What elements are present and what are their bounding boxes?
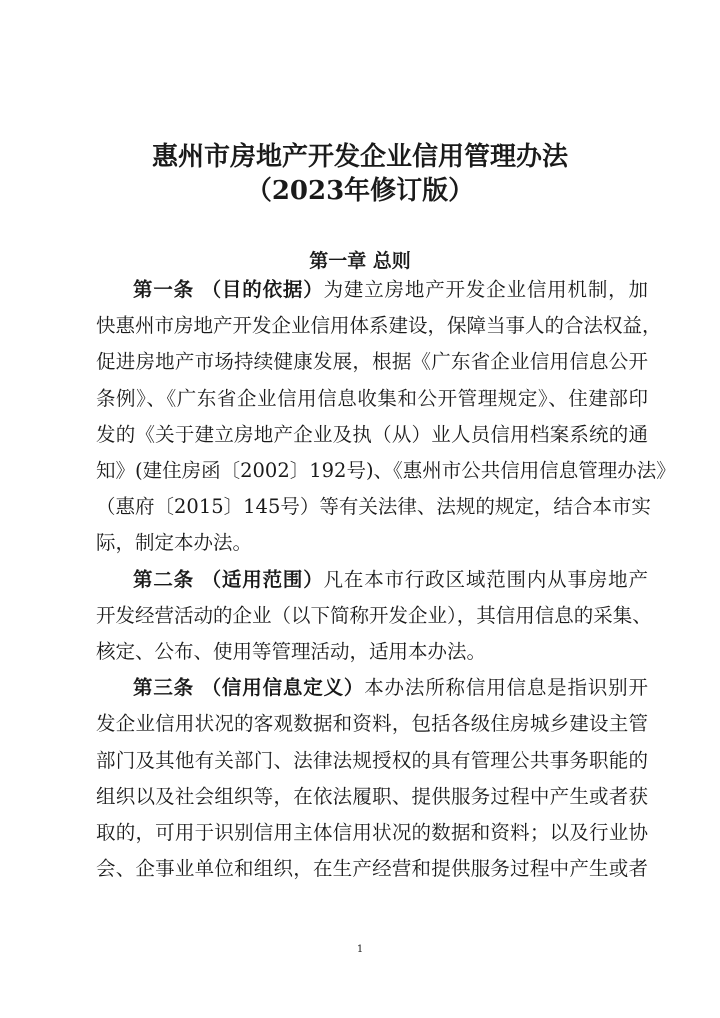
article-line xyxy=(133,278,648,302)
article-line xyxy=(96,423,648,447)
article-text: 开发经营活动的企业（以下简称开发企业），其信用信息的采集、 xyxy=(96,604,652,627)
article-line xyxy=(96,821,648,845)
article-text: 促进房地产市场持续健康发展，根据《广东省企业信用信息公开 xyxy=(96,350,648,373)
article-label: 第二条 （适用范围） xyxy=(133,568,324,591)
article-text: 会、企事业单位和组织，在生产经营和提供服务过程中产生或者 xyxy=(96,857,648,880)
article-line xyxy=(96,785,648,809)
article-text: 部门及其他有关部门、法律法规授权的具有管理公共事务职能的 xyxy=(96,749,648,772)
article-text: 发的《关于建立房地产企业及执（从）业人员信用档案系统的通 xyxy=(96,423,648,446)
article-text: 凡在本市行政区域范围内从事房地产 xyxy=(323,568,648,591)
article-line xyxy=(96,350,648,374)
article-label: 第三条 （信用信息定义） xyxy=(133,676,365,699)
document-title: 惠州市房地产开发企业信用管理办法 xyxy=(151,142,568,172)
article-text: 际，制定本办法。 xyxy=(96,531,253,554)
article-text: 本办法所称信用信息是指识别开 xyxy=(364,676,648,699)
article-line xyxy=(96,314,662,338)
article-text: 为建立房地产开发企业信用机制，加 xyxy=(323,278,648,301)
article-line xyxy=(96,857,648,881)
article-text: 组织以及社会组织等，在依法履职、提供服务过程中产生或者获 xyxy=(96,785,648,808)
article-text: 发企业信用状况的客观数据和资料，包括各级住房城乡建设主管 xyxy=(96,712,648,735)
article-line xyxy=(133,568,648,592)
article-text: 知》(建住房函〔2002〕192号)、《惠州市公共信用信息管理办法》 xyxy=(96,459,676,482)
chapter-heading: 第一章 总则 xyxy=(309,250,411,272)
article-text: 取的，可用于识别信用主体信用状况的数据和资料；以及行业协 xyxy=(96,821,648,844)
article-text: 条例》、《广东省企业信用信息收集和公开管理规定》、住建部印 xyxy=(96,387,648,410)
article-line xyxy=(96,640,648,664)
article-label: 第一条 （目的依据） xyxy=(133,278,324,301)
article-line xyxy=(96,495,651,519)
article-text: 核定、公布、使用等管理活动，适用本办法。 xyxy=(96,640,487,663)
article-line xyxy=(133,676,648,700)
page-number: 1 xyxy=(356,944,364,955)
document-subtitle: （2023年修订版） xyxy=(245,176,475,206)
article-line xyxy=(96,531,648,555)
article-line xyxy=(96,387,648,411)
article-text: （惠府〔2015〕145号）等有关法律、法规的规定，结合本市实 xyxy=(96,495,651,518)
article-text: 快惠州市房地产开发企业信用体系建设，保障当事人的合法权益， xyxy=(96,314,662,337)
article-line xyxy=(96,459,676,483)
article-line xyxy=(96,712,648,736)
article-line xyxy=(96,749,648,773)
article-line xyxy=(96,604,652,628)
